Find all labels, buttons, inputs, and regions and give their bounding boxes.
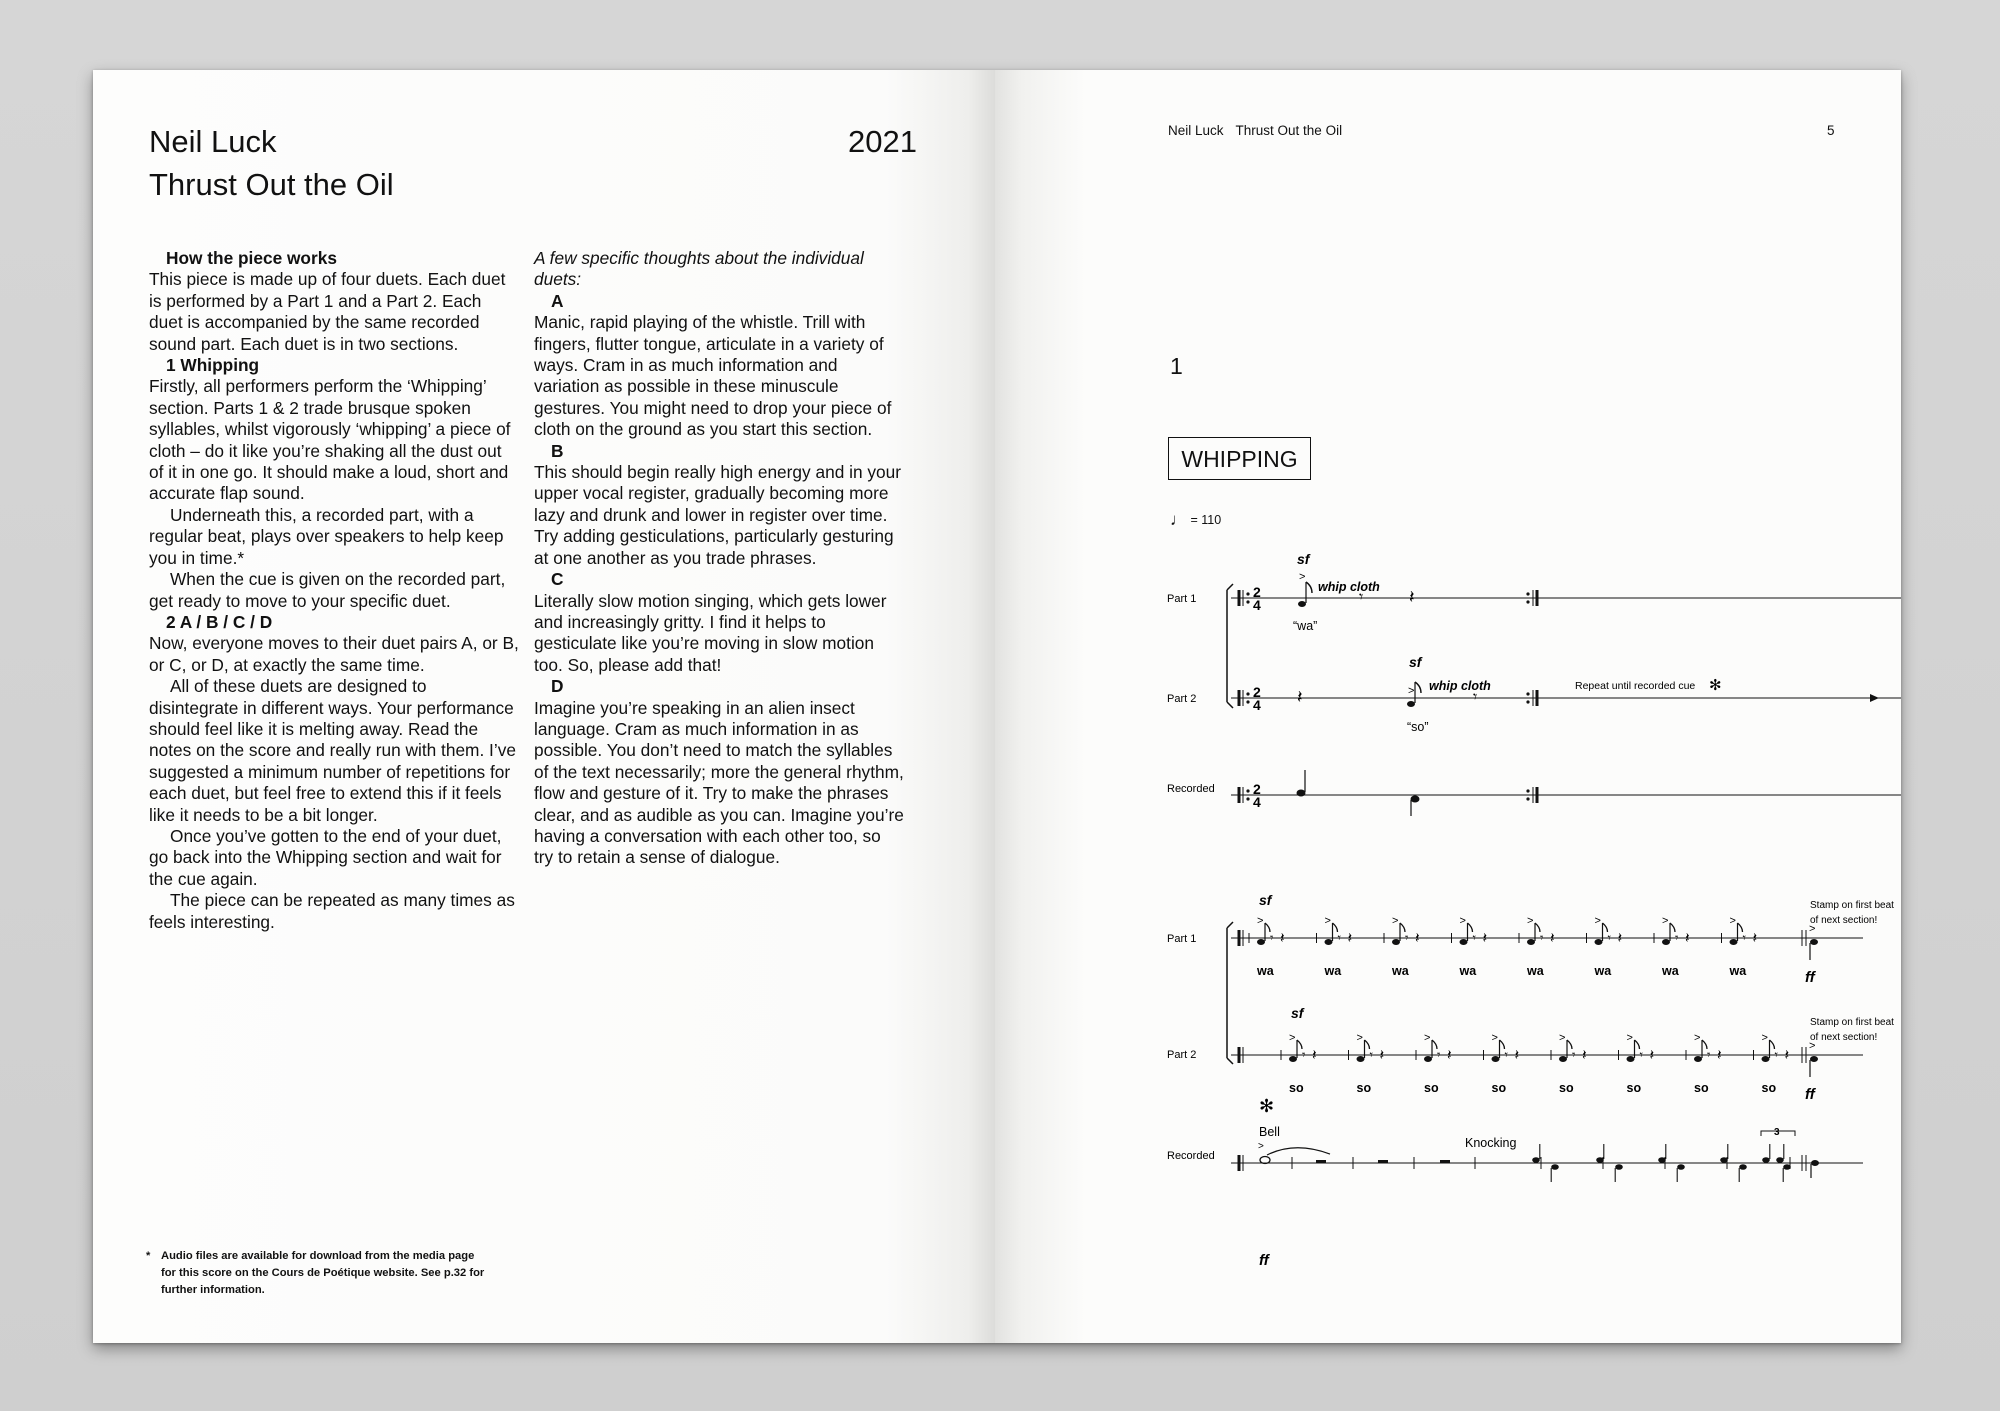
running-author: Neil Luck [1168,123,1224,138]
part2-repeated-notes [1281,1032,1789,1095]
triplet-bracket [1761,1127,1795,1138]
syllable-text: so [1559,1081,1574,1095]
svg-text:𝄽: 𝄽 [1752,930,1758,947]
syllable-text: wa [1594,964,1612,978]
syllable-note [1587,915,1623,978]
svg-text:𝄾: 𝄾 [1302,1047,1306,1062]
svg-text:>: > [1258,1141,1264,1152]
syllable-note [1416,1032,1452,1095]
svg-text:>: > [1559,1032,1566,1044]
syllable-text: so [1694,1081,1709,1095]
svg-text:>: > [1662,915,1669,927]
running-title: Thrust Out the Oil [1235,123,1343,138]
svg-text:𝄾: 𝄾 [1369,1047,1373,1062]
syllable-note [1754,1032,1790,1095]
heading-duet-c: C [551,569,564,590]
syllable-note [1686,1032,1722,1095]
knock-note [1551,1164,1559,1182]
svg-text:𝄽: 𝄽 [1482,930,1488,947]
staff-bracket [1227,922,1233,1064]
knock-note [1762,1144,1770,1163]
syllable-text: wa [1459,964,1477,978]
syllable-note [1722,915,1758,978]
bell-label: Bell [1259,1125,1280,1139]
knock-note [1776,1144,1784,1163]
paragraph: This piece is made up of four duets. Each duet is performed by a Part 1 and a Part 2. Each duet is accompanied by the same recorded sound part. Each duet is in two sections. [149,269,506,354]
arrow-head [1870,694,1879,702]
time-sig-bottom: 4 [1253,794,1261,810]
svg-text:𝄽: 𝄽 [1312,1047,1317,1064]
dynamic-sf: sf [1409,654,1422,670]
knocking-label: Knocking [1465,1136,1517,1150]
heading-duet-a: A [551,290,564,311]
staff-bracket [1227,584,1233,708]
time-sig-bottom: 4 [1253,597,1261,613]
paragraph: Underneath this, a recorded part, with a regular beat, plays over speakers to help keep you in time.* [149,504,504,568]
heading-how-the-piece-works: How the piece works [166,248,337,268]
svg-text:𝄽: 𝄽 [1347,930,1353,947]
heading-duet-b: B [551,440,564,461]
stamp-text-line2: of next section! [1810,915,1878,926]
syllable-note [1619,1032,1655,1095]
knock-note [1739,1164,1747,1182]
syllable-text: so [1289,1081,1304,1095]
staff-label-part1: Part 1 [1167,593,1197,605]
cue-star-icon: ✻ [1259,1096,1275,1116]
svg-text:𝄾: 𝄾 [1540,930,1544,945]
syllable-text: so [1424,1081,1439,1095]
svg-text:𝄽: 𝄽 [1550,930,1555,947]
duets-intro: A few specific thoughts about the individual duets: [534,248,864,290]
svg-text:𝄾: 𝄾 [1607,930,1611,945]
dynamic-ff: ff [1805,969,1815,986]
syllable-note [1551,1032,1587,1095]
eighth-rest: 𝄾 [1473,689,1478,706]
paragraph: Firstly, all performers perform the ‘Whipping’ section. Parts 1 & 2 trade brusque spoken syllables, whilst vigorously ‘whipping’ a piece of cloth – do it like you’re shaking all the dust out of it in one go. It should make a loud, short and accurate flap sound. [149,376,511,504]
syllable-text: so [1356,1081,1372,1095]
stamp-text-line1: Stamp on first beat [1810,1017,1894,1028]
svg-text:𝄽: 𝄽 [1717,1047,1722,1064]
composer-name: Neil Luck [149,124,277,159]
staff-label-recorded: Recorded [1167,1150,1215,1162]
time-sig-top: 2 [1253,584,1261,600]
svg-text:𝄽: 𝄽 [1379,1047,1385,1064]
svg-text:>: > [1626,1032,1633,1044]
right-page [995,70,1901,1343]
whip-cloth-text: whip cloth [1318,580,1380,594]
svg-text:𝄽: 𝄽 [1784,1047,1790,1064]
syllable-note [1484,1032,1520,1095]
knock-note [1658,1144,1666,1163]
paragraph: Once you’ve gotten to the end of your duet, go back into the Whipping section and wait for the cue again. [149,825,502,889]
svg-text:>: > [1527,915,1534,927]
quarter-rest: 𝄽 [1297,687,1303,707]
repeat-instruction: Repeat until recorded cue [1575,680,1696,692]
svg-text:𝄾: 𝄾 [1572,1047,1576,1062]
work-title: Thrust Out the Oil [149,167,394,202]
syllable-text: wa [1662,964,1679,978]
syllable-note [1249,915,1285,978]
stamp-text-line2: of next section! [1810,1032,1878,1043]
stamp-note [1809,1040,1818,1077]
svg-text:>: > [1257,915,1264,927]
syllable-note [1654,915,1690,978]
syllable-note [1349,1032,1385,1095]
accent-mark: > [1299,571,1306,583]
stamp-text-line1: Stamp on first beat [1810,900,1894,911]
repeat-dots [1246,592,1249,800]
repeat-end [1533,590,1537,803]
svg-text:𝄾: 𝄾 [1504,1047,1508,1062]
text-column-2 [534,248,904,869]
svg-text:𝄽: 𝄽 [1447,1047,1452,1064]
svg-text:>: > [1356,1032,1363,1044]
knock-note [1596,1144,1604,1163]
heading-abcd: 2 A / B / C / D [166,611,273,632]
knock-note [1783,1164,1791,1182]
heading-duet-d: D [551,676,564,697]
staff-label-part2: Part 2 [1167,693,1197,705]
paragraph: Literally slow motion singing, which gets lower and increasingly gritty. I find it helps to gesticulate like you’re moving in slow motion too. So, please add that! [534,590,887,675]
dynamic-ff: ff [1259,1252,1269,1269]
syllable-note [1317,915,1353,978]
syllable-note [1281,1032,1317,1095]
dynamic-sf: sf [1297,551,1310,567]
time-signature [1253,584,1261,810]
paragraph: Imagine you’re speaking in an alien insect language. Cram as much information in as possible. You don’t need to match the syllables of the text necessarily; more the general rhythm, flow and gesture of it. Try to make the phrases clear, and as audible as you can. Imagine you’re having a conversation with each other too, so try to retain a sense of dialogue. [534,697,904,868]
knock-note [1720,1144,1728,1163]
syllable-text: so [1761,1081,1777,1095]
paragraph: Now, everyone moves to their duet pairs A, or B, or C, or D, at exactly the same time. [149,633,519,675]
piece-title [149,120,394,206]
svg-text:𝄾: 𝄾 [1337,930,1341,945]
tempo-value: = 110 [1190,513,1222,527]
svg-text:𝄽: 𝄽 [1280,930,1285,947]
heading-whipping: 1 Whipping [166,355,260,376]
footnote-marker: * [146,1250,151,1262]
final-barline [1802,930,1806,1063]
syllable-text: wa [1324,964,1342,978]
syllable-text: wa [1257,964,1274,978]
syllable-text: so [1491,1081,1507,1095]
svg-text:>: > [1594,915,1601,927]
syllable-text: so [1626,1081,1642,1095]
svg-text:>: > [1392,915,1399,927]
time-sig-bottom: 4 [1253,697,1261,713]
svg-text:𝄾: 𝄾 [1707,1047,1711,1062]
paragraph: All of these duets are designed to disintegrate in different ways. Your performance should feel like it is melting away. Read the notes on the score and really run with them. I’ve suggested a minimum number of repetitions for each duet, but feel free to extend this if it feels like it needs to be a bit longer. [149,676,516,825]
staff-label-part2: Part 2 [1167,1049,1197,1061]
svg-text:𝄾: 𝄾 [1472,930,1476,945]
quarter-note [1811,1160,1819,1178]
section-title-box: WHIPPING [1168,437,1311,480]
svg-text:𝄾: 𝄾 [1675,930,1679,945]
whip-cloth-text: whip cloth [1429,679,1491,693]
syllable-text: wa [1392,964,1409,978]
accent-mark: > [1408,685,1415,697]
left-page [93,70,995,1343]
svg-text:>: > [1729,915,1736,927]
svg-text:𝄾: 𝄾 [1639,1047,1643,1062]
section-number: 1 [1170,353,1183,379]
svg-text:𝄽: 𝄽 [1617,930,1623,947]
svg-text:𝄾: 𝄾 [1742,930,1746,945]
svg-text:>: > [1761,1032,1768,1044]
paragraph: The piece can be repeated as many times as feels interesting. [149,890,515,932]
paragraph: This should begin really high energy and in your upper vocal register, gradually becoming more lazy and drunk and lower in register over time. Try adding gesticulations, particularly gesturing at one another as you trade phrases. [534,462,901,568]
score-system-1 [1167,551,1901,816]
svg-text:𝄽: 𝄽 [1582,1047,1587,1064]
svg-text:𝄾: 𝄾 [1437,1047,1441,1062]
quarter-rest: 𝄽 [1409,587,1415,607]
eighth-rest: 𝄾 [1359,589,1364,606]
book-spread [93,70,1901,1343]
page-number: 5 [1827,123,1835,138]
music-score [995,70,1901,1343]
knock-note [1532,1144,1540,1163]
stamp-note [1809,923,1818,960]
svg-text:𝄾: 𝄾 [1774,1047,1778,1062]
svg-text:𝄾: 𝄾 [1270,930,1274,945]
dynamic-ff: ff [1805,1086,1815,1103]
svg-text:>: > [1809,1040,1816,1052]
syllable-text: wa [1527,964,1544,978]
staff-label-part1: Part 1 [1167,933,1197,945]
dynamic-sf: sf [1291,1005,1304,1021]
svg-text:𝄽: 𝄽 [1415,930,1420,947]
time-sig-top: 2 [1253,781,1261,797]
knock-note [1615,1164,1623,1182]
repeat-dots [1526,592,1529,800]
syllable-note [1452,915,1488,978]
repeat-start [1239,590,1243,803]
cue-star-icon: ✻ [1709,677,1722,694]
svg-text:>: > [1491,1032,1498,1044]
staff-label-recorded: Recorded [1167,783,1215,795]
svg-text:𝄾: 𝄾 [1405,930,1409,945]
svg-text:𝄽: 𝄽 [1685,930,1690,947]
svg-text:𝄽: 𝄽 [1514,1047,1520,1064]
syllable-note [1519,915,1555,978]
knock-note [1677,1164,1685,1182]
quarter-note [1297,770,1306,797]
syllable-wa: “wa” [1293,619,1318,633]
svg-text:>: > [1809,923,1816,935]
text-column-1 [149,248,519,933]
footnote [146,1248,491,1299]
svg-text:>: > [1324,915,1331,927]
time-sig-top: 2 [1253,684,1261,700]
quarter-note-icon: ♩ [1170,510,1187,529]
syllable-note [1384,915,1420,978]
paragraph: When the cue is given on the recorded part, get ready to move to your specific duet. [149,569,506,611]
score-system-2 [1167,892,1894,1269]
dynamic-sf: sf [1259,892,1272,908]
svg-text:>: > [1694,1032,1701,1044]
paragraph: Manic, rapid playing of the whistle. Trill with fingers, flutter tongue, articulate in a variety of ways. Cram in as much information and variation as possible in these minuscule gestures. You might need to drop your piece of cloth on the ground as you start this section. [534,312,892,440]
svg-text:>: > [1289,1032,1296,1044]
syllable-text: wa [1729,964,1747,978]
footnote-text: Audio files are available for download from the media page for this score on the Cours de Poétique website. See p.32 for further information. [161,1250,485,1296]
quarter-note [1411,796,1420,817]
triplet-number: 3 [1774,1127,1780,1138]
year: 2021 [848,124,917,159]
svg-text:>: > [1424,1032,1431,1044]
svg-text:>: > [1459,915,1466,927]
part1-repeated-notes [1249,915,1757,978]
syllable-so: “so” [1407,720,1429,734]
svg-text:𝄽: 𝄽 [1649,1047,1655,1064]
eighth-note [1298,582,1312,607]
repeat-start [1239,930,1243,1171]
